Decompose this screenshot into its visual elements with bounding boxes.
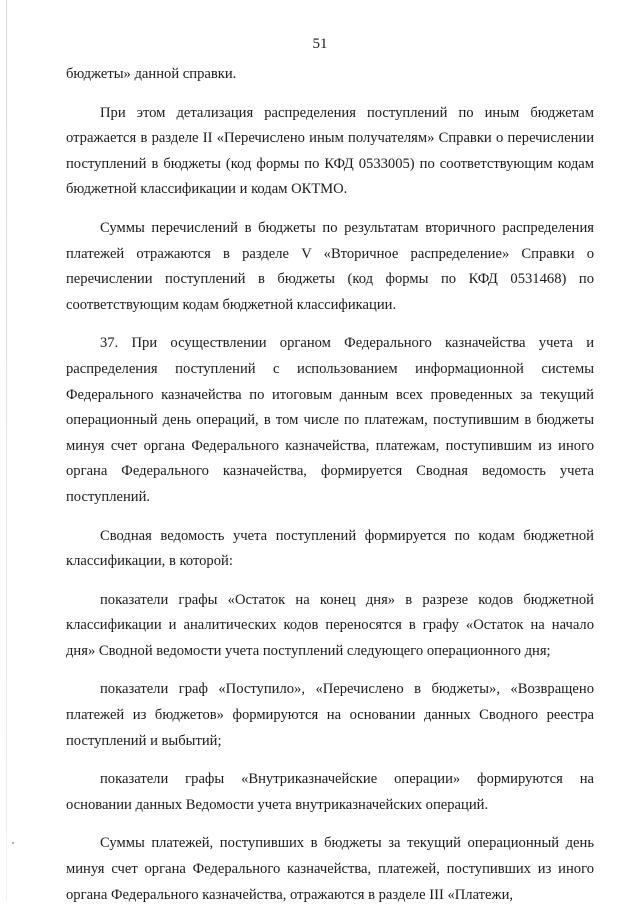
paragraph-section-37: 37. При осуществлении органом Федерального казначейства учета и распределения поступлений с использованием информационной системы Федерального казначейства по итоговым данным всех проведенных за текущий операционный день операций, в том числе по платежам, поступившим в бюджеты минуя счет органа Федерального казначейства, платежам, поступившим из иного органа Федерального казначейства, формируется Сводная ведомость учета поступлений.	[66, 335, 594, 505]
scan-speck	[12, 842, 14, 844]
paragraph: При этом детализация распределения поступлений по иным бюджетам отражается в разделе II «Перечислено иным получателям» Справки о перечислении поступлений в бюджеты (код формы по КФД 0533005) по соответствующим кодам бюджетной классификации и кодам ОКТМО.	[66, 104, 594, 198]
paragraph-continuation: бюджеты» данной справки.	[66, 66, 237, 82]
page-number: 51	[312, 36, 328, 52]
paragraph: Суммы платежей, поступивших в бюджеты за текущий операционный день минуя счет органа Федерального казначейства, платежей, поступивших из иного органа Федерального казначейства, отражаются в разделе III «Платежи,	[66, 835, 594, 903]
body-text	[66, 62, 594, 908]
list-item-paragraph: показатели граф «Поступило», «Перечислено в бюджеты», «Возвращено платежей из бюджетов» формируются на основании данных Сводного реестра поступлений и выбытий;	[66, 681, 594, 749]
scan-edge-shadow	[6, 0, 7, 900]
paragraph: Сводная ведомость учета поступлений формируется по кодам бюджетной классификации, в которой:	[66, 527, 594, 570]
paragraph: Суммы перечислений в бюджеты по результатам вторичного распределения платежей отражаются в разделе V «Вторичное распределение» Справки о перечислении поступлений в бюджеты (код формы по КФД 0531468) по соответствующим кодам бюджетной классификации.	[66, 219, 594, 313]
list-item-paragraph: показатели графы «Внутриказначейские операции» формируются на основании данных Ведомости учета внутриказначейских операций.	[66, 771, 594, 813]
list-item-paragraph: показатели графы «Остаток на конец дня» в разрезе кодов бюджетной классификации и аналитических кодов переносятся в графу «Остаток на начало дня» Сводной ведомости учета поступлений следующего операционного дня;	[66, 591, 594, 659]
